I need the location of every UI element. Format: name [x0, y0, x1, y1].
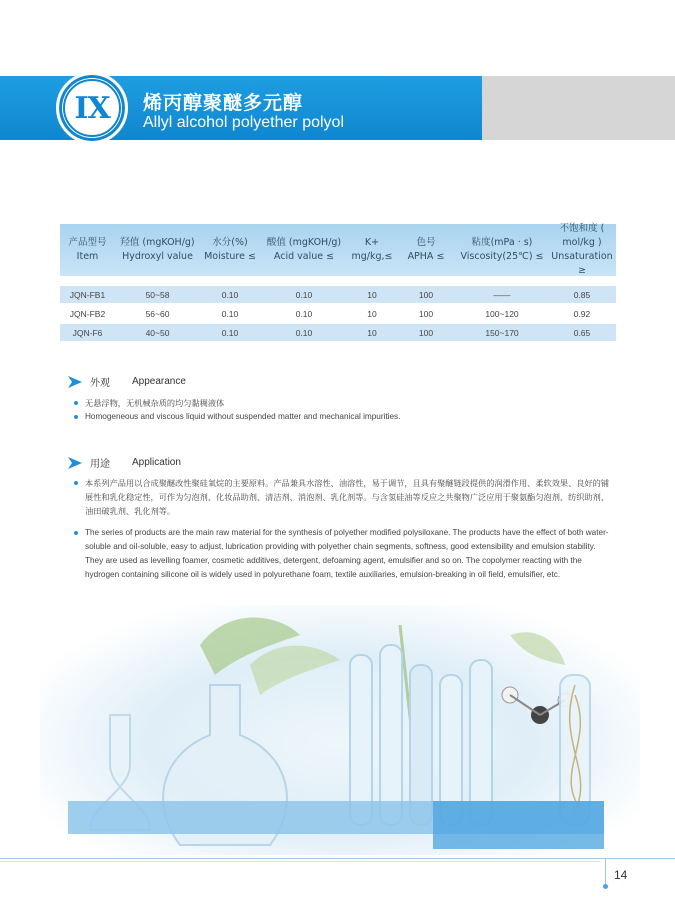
banner-grey-bar	[482, 76, 675, 140]
application-heading: 用途 Application	[68, 455, 181, 470]
page-number: 14	[614, 868, 628, 882]
table-row: JQN-FB2 56~60 0.10 0.10 10 100 100~120 0.92	[60, 305, 616, 322]
footer-rule-secondary	[0, 861, 600, 862]
col-header-acid: 酸值 (mgKOH/g) Acid value ≤	[266, 237, 342, 262]
col-header-hydroxyl: 羟值 (mgKOH/g) Hydroxyl value	[120, 237, 195, 262]
title-banner	[0, 76, 675, 140]
page-title-cn: 烯丙醇聚醚多元醇	[143, 92, 304, 114]
bullet-dot-icon	[74, 415, 78, 419]
footer-rule	[0, 858, 675, 859]
page-number-divider	[605, 858, 606, 886]
col-header-item: 产品型号 Item	[68, 237, 107, 262]
table-header	[60, 224, 616, 276]
chapter-badge	[56, 72, 128, 144]
appearance-heading: 外观 Appearance	[68, 374, 186, 389]
table-row: JQN-F6 40~50 0.10 0.10 10 100 150~170 0.65	[60, 324, 616, 341]
table-row: JQN-FB1 50~58 0.10 0.10 10 100 —— 0.85	[60, 286, 616, 303]
decorative-band-accent	[433, 801, 604, 849]
chapter-numeral: IX	[74, 90, 110, 126]
col-header-moisture: 水分(%) Moisture ≤	[204, 237, 256, 262]
col-header-unsaturation: 不饱和度 ( mol/kg ) Unsaturation ≥	[551, 223, 613, 276]
col-header-viscosity: 粘度(mPa · s) Viscosity(25℃) ≤	[460, 237, 544, 262]
bullet-dot-icon	[74, 531, 78, 535]
appearance-bullet-cn: 无悬浮物，无机械杂质的均匀黏稠液体	[74, 396, 614, 410]
page-dot-icon	[603, 884, 608, 889]
col-header-apha: 色号 APHA ≤	[407, 237, 445, 262]
application-bullet-cn: 本系列产品用以合成聚醚改性聚硅氧烷的主要原料。产品兼具水溶性、油溶性，易于调节，且具有聚醚链段提供的润滑作用、柔软效果、良好的铺展性和乳化稳定性，可作为匀泡剂、化妆品助剂、清洁剂、消泡剂、乳化剂等。与含氢硅油等反应之共聚物广泛应用于聚氨酯匀泡剂、纺织助剂、油田破乳剂、乳化剂等。	[74, 476, 614, 518]
bullet-dot-icon	[74, 481, 78, 485]
spec-table	[60, 224, 616, 343]
section-arrow-icon	[68, 376, 82, 388]
section-arrow-icon	[68, 457, 82, 469]
bullet-dot-icon	[74, 401, 78, 405]
col-header-potassium: K+ mg/kg,≤	[351, 237, 393, 262]
page-title-en: Allyl alcohol polyether polyol	[143, 114, 344, 131]
appearance-bullet-en: Homogeneous and viscous liquid without suspended matter and mechanical impurities.	[74, 410, 614, 424]
application-bullet-en: The series of products are the main raw material for the synthesis of polyether modified polysiloxane. The products have the effect of both water-soluble and oil-soluble, easy to adjust, lubrication providing with polyether chain segments, softness, good extensibility and emulsion stability. They are used as levelling foamer, cosmetic additives, detergent, defoaming agent, emulsifier and so on. The copolymer reacting with the hydrogen containing silicone oil is widely used in polyurethane foam, textile auxiliaries, emulsion-breaking in oil field, emulsifier, etc.	[74, 526, 614, 582]
